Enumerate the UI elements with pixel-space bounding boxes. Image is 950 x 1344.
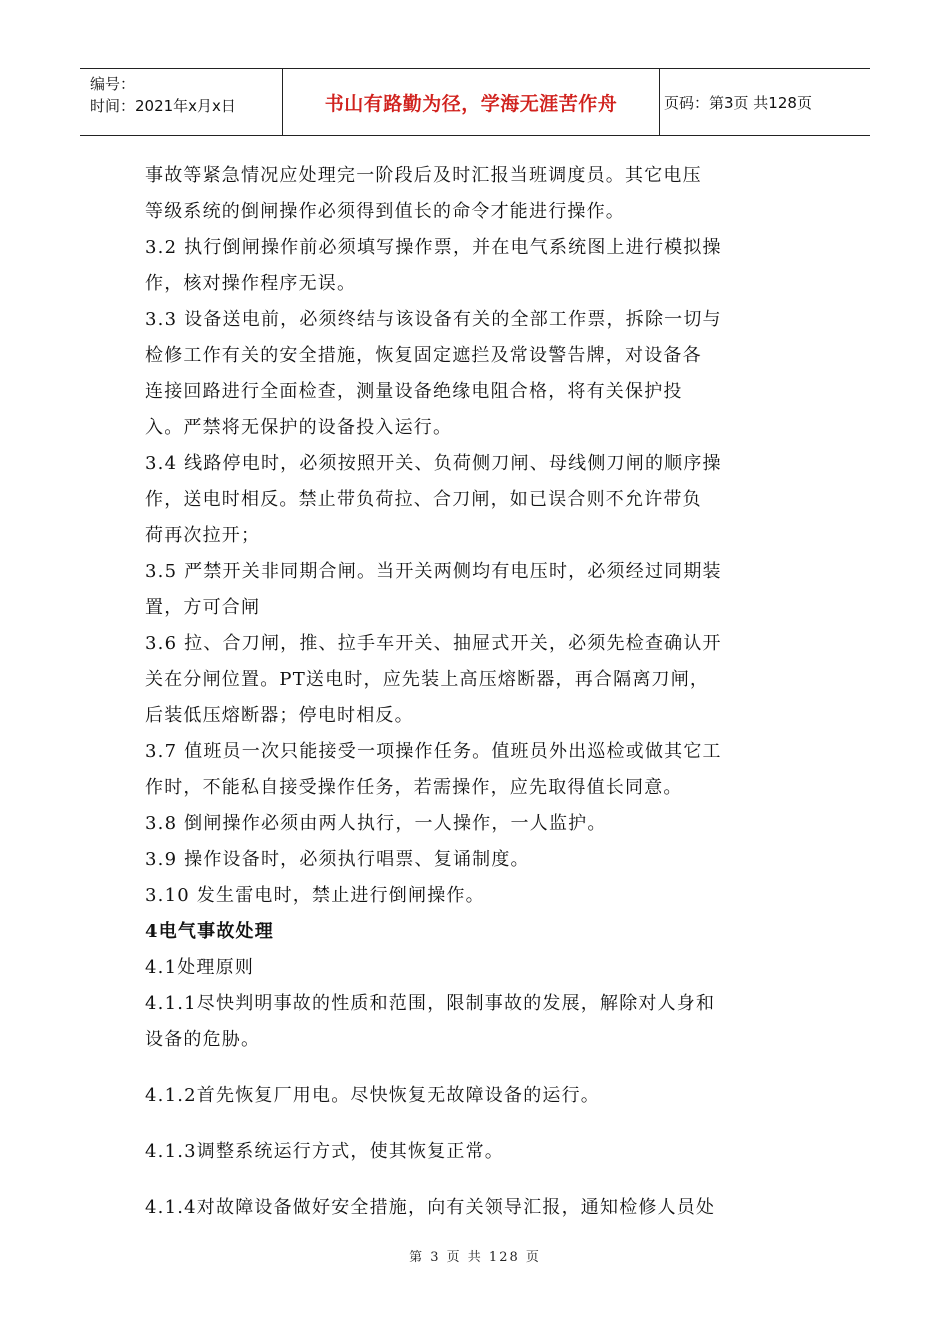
body-line: 4.1.2首先恢复厂用电。尽快恢复无故障设备的运行。 [145, 1085, 600, 1106]
subsection-heading: 4.1处理原则 [145, 957, 255, 978]
body-line: 3.6 拉、合刀闸，推、拉手车开关、抽屉式开关，必须先检查确认开 [145, 633, 722, 654]
body-line: 入。严禁将无保护的设备投入运行。 [145, 417, 453, 438]
section-heading: 4电气事故处理 [145, 921, 274, 942]
body-line: 作，核对操作程序无误。 [145, 273, 357, 294]
body-line: 3.5 严禁开关非同期合闸。当开关两侧均有电压时，必须经过同期装 [145, 561, 722, 582]
body-line: 设备的危胁。 [145, 1029, 261, 1050]
body-line: 作，送电时相反。禁止带负荷拉、合刀闸，如已误合则不允许带负 [145, 489, 702, 510]
body-line: 3.8 倒闸操作必须由两人执行，一人操作，一人监护。 [145, 813, 607, 834]
header-motto: 书山有路勤为径，学海无涯苦作舟 [283, 69, 660, 135]
body-line: 事故等紧急情况应处理完一阶段后及时汇报当班调度员。其它电压 [145, 165, 702, 186]
body-line: 3.10 发生雷电时，禁止进行倒闸操作。 [145, 885, 485, 906]
body-line: 3.3 设备送电前，必须终结与该设备有关的全部工作票，拆除一切与 [145, 309, 722, 330]
document-body [145, 158, 810, 1226]
body-line: 4.1.1尽快判明事故的性质和范围，限制事故的发展，解除对人身和 [145, 993, 716, 1014]
body-line: 连接回路进行全面检查，测量设备绝缘电阻合格，将有关保护投 [145, 381, 683, 402]
body-line: 等级系统的倒闸操作必须得到值长的命令才能进行操作。 [145, 201, 625, 222]
header-page-info: 页码：第3页 共128页 [664, 93, 812, 112]
body-line: 3.2 执行倒闸操作前必须填写操作票，并在电气系统图上进行模拟操 [145, 237, 722, 258]
body-line: 置，方可合闸 [145, 597, 261, 618]
body-line: 关在分闸位置。PT送电时，应先装上高压熔断器，再合隔离刀闸， [145, 669, 710, 690]
body-line: 3.7 值班员一次只能接受一项操作任务。值班员外出巡检或做其它工 [145, 741, 722, 762]
page-footer: 第 3 页 共 128 页 [409, 1250, 541, 1265]
header-meta [80, 69, 283, 135]
body-line: 4.1.3调整系统运行方式，使其恢复正常。 [145, 1141, 504, 1162]
body-line: 3.4 线路停电时，必须按照开关、负荷侧刀闸、母线侧刀闸的顺序操 [145, 453, 722, 474]
body-line: 作时，不能私自接受操作任务，若需操作，应先取得值长同意。 [145, 777, 683, 798]
body-line: 4.1.4对故障设备做好安全措施，向有关领导汇报，通知检修人员处 [145, 1197, 716, 1218]
page-header [80, 68, 870, 136]
document-number-label: 编号： [90, 75, 136, 93]
body-line: 检修工作有关的安全措施，恢复固定遮拦及常设警告牌，对设备各 [145, 345, 702, 366]
document-date: 时间：2021年x月x日 [90, 97, 236, 115]
body-line: 3.9 操作设备时，必须执行唱票、复诵制度。 [145, 849, 530, 870]
body-line: 荷再次拉开； [145, 525, 261, 546]
body-line: 后装低压熔断器；停电时相反。 [145, 705, 414, 726]
